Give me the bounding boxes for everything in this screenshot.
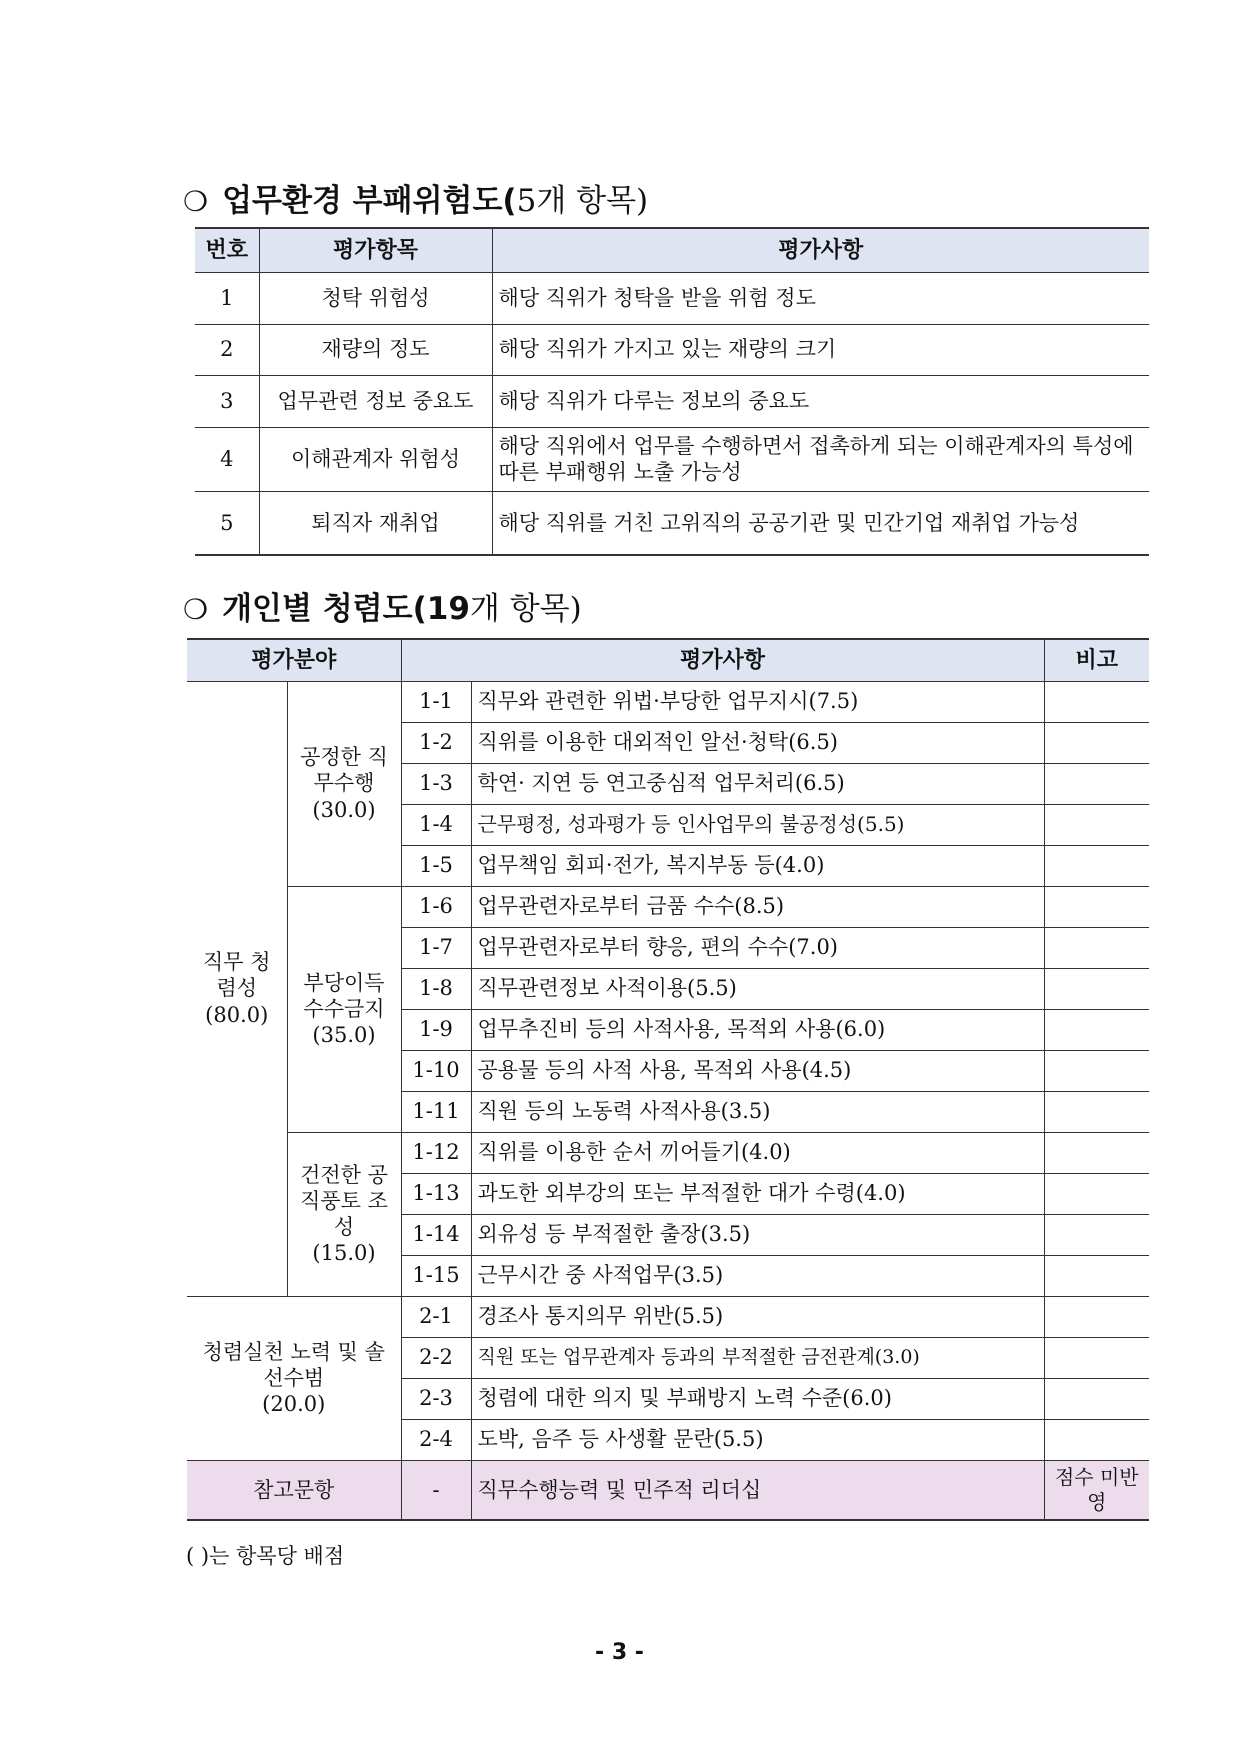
- item-text: 직원 등의 노동력 사적사용(3.5): [471, 1091, 1044, 1132]
- item-code: 1-6: [401, 886, 471, 927]
- reference-row: [187, 1460, 1149, 1520]
- item-remark: [1044, 763, 1149, 804]
- subcategory-name: 공정한 직무수행: [300, 745, 388, 796]
- row-desc: 해당 직위를 거친 고위직의 공공기관 및 민간기업 재취업 가능성: [492, 491, 1149, 555]
- header-field: 평가분야: [187, 639, 401, 681]
- item-code: 1-8: [401, 968, 471, 1009]
- item-remark: [1044, 1296, 1149, 1337]
- item-remark: [1044, 845, 1149, 886]
- item-text: 경조사 통지의무 위반(5.5): [471, 1296, 1044, 1337]
- item-remark: [1044, 927, 1149, 968]
- table-row: [187, 886, 1149, 927]
- item-remark: [1044, 1255, 1149, 1296]
- item-remark: [1044, 681, 1149, 722]
- category-name: 직무 청렴성: [202, 950, 271, 1001]
- section1-heading: [183, 175, 648, 220]
- item-code: 1-3: [401, 763, 471, 804]
- item-text: 업무추진비 등의 사적사용, 목적외 사용(6.0): [471, 1009, 1044, 1050]
- item-text: 학연· 지연 등 연고중심적 업무처리(6.5): [471, 763, 1044, 804]
- item-code: 2-2: [401, 1337, 471, 1378]
- reference-code: -: [401, 1460, 471, 1520]
- item-text: 근무평정, 성과평가 등 인사업무의 불공정성(5.5): [471, 804, 1044, 845]
- row-desc: 해당 직위가 청탁을 받을 위험 정도: [492, 272, 1149, 324]
- subcategory-sound-culture: [287, 1132, 401, 1296]
- row-number: 1: [195, 272, 259, 324]
- item-code: 1-7: [401, 927, 471, 968]
- section2-count-number: 19: [426, 591, 470, 627]
- section1-count: 5개 항목: [516, 183, 637, 219]
- category-name: 청렴실천 노력 및 솔선수범: [202, 1339, 385, 1390]
- item-remark: [1044, 1378, 1149, 1419]
- table-row: [195, 491, 1149, 555]
- row-item: 이해관계자 위험성: [259, 427, 492, 491]
- item-text: 직위를 이용한 대외적인 알선·청탁(6.5): [471, 722, 1044, 763]
- item-text: 업무책임 회피·전가, 복지부동 등(4.0): [471, 845, 1044, 886]
- item-remark: [1044, 1050, 1149, 1091]
- item-text: 직원 또는 업무관계자 등과의 부적절한 금전관계(3.0): [471, 1337, 1044, 1378]
- item-code: 2-4: [401, 1419, 471, 1460]
- item-remark: [1044, 1091, 1149, 1132]
- item-code: 1-15: [401, 1255, 471, 1296]
- row-item: 업무관련 정보 중요도: [259, 375, 492, 427]
- item-code: 1-12: [401, 1132, 471, 1173]
- item-remark: [1044, 968, 1149, 1009]
- item-text: 직무관련정보 사적이용(5.5): [471, 968, 1044, 1009]
- item-code: 1-11: [401, 1091, 471, 1132]
- subcategory-score: (30.0): [312, 797, 376, 822]
- subcategory-score: (15.0): [312, 1241, 376, 1266]
- subcategory-name: 건전한 공직풍토 조성: [300, 1162, 388, 1239]
- item-text: 과도한 외부강의 또는 부적절한 대가 수령(4.0): [471, 1173, 1044, 1214]
- header-remark: 비고: [1044, 639, 1149, 681]
- item-code: 1-9: [401, 1009, 471, 1050]
- item-code: 1-5: [401, 845, 471, 886]
- subcategory-fair-duty: [287, 681, 401, 886]
- item-code: 1-10: [401, 1050, 471, 1091]
- table-row: [187, 1132, 1149, 1173]
- item-remark: [1044, 722, 1149, 763]
- row-desc: 해당 직위가 다루는 정보의 중요도: [492, 375, 1149, 427]
- item-text: 공용물 등의 사적 사용, 목적외 사용(4.5): [471, 1050, 1044, 1091]
- item-remark: [1044, 1132, 1149, 1173]
- item-remark: [1044, 886, 1149, 927]
- personal-integrity-table: [187, 638, 1149, 1521]
- header-desc: 평가사항: [492, 228, 1149, 272]
- row-number: 2: [195, 324, 259, 375]
- reference-remark: 점수 미반영: [1044, 1460, 1149, 1520]
- reference-label: 참고문항: [187, 1460, 401, 1520]
- item-remark: [1044, 1173, 1149, 1214]
- table-row: [195, 427, 1149, 491]
- footnote: ( )는 항목당 배점: [186, 1544, 345, 1568]
- row-number: 3: [195, 375, 259, 427]
- category-score: (80.0): [205, 1002, 269, 1027]
- item-text: 업무관련자로부터 금품 수수(8.5): [471, 886, 1044, 927]
- table-row: [195, 375, 1149, 427]
- subcategory-no-undue-gain: [287, 886, 401, 1132]
- item-code: 1-1: [401, 681, 471, 722]
- table-row: [195, 272, 1149, 324]
- header-item: 평가항목: [259, 228, 492, 272]
- row-desc: 해당 직위가 가지고 있는 재량의 크기: [492, 324, 1149, 375]
- item-text: 직위를 이용한 순서 끼어들기(4.0): [471, 1132, 1044, 1173]
- section2-heading: [183, 583, 582, 628]
- table-row: [195, 324, 1149, 375]
- item-remark: [1044, 1009, 1149, 1050]
- category-job-integrity: [187, 681, 287, 1296]
- row-desc: 해당 직위에서 업무를 수행하면서 접촉하게 되는 이해관계자의 특성에 따른 부패행위 노출 가능성: [492, 427, 1149, 491]
- row-item: 재량의 정도: [259, 324, 492, 375]
- item-code: 1-4: [401, 804, 471, 845]
- section1-title: 업무환경 부패위험도(: [222, 183, 517, 219]
- section2-count-suffix: 개 항목: [469, 591, 570, 627]
- item-text: 청렴에 대한 의지 및 부패방지 노력 수준(6.0): [471, 1378, 1044, 1419]
- category-score: (20.0): [262, 1392, 326, 1417]
- subcategory-score: (35.0): [312, 1023, 376, 1048]
- item-code: 1-14: [401, 1214, 471, 1255]
- subcategory-name: 부당이득 수수금지: [303, 970, 385, 1021]
- item-remark: [1044, 1419, 1149, 1460]
- header-no: 번호: [195, 228, 259, 272]
- section1-close: ): [636, 183, 649, 219]
- row-number: 4: [195, 427, 259, 491]
- item-remark: [1044, 1214, 1149, 1255]
- item-code: 1-2: [401, 722, 471, 763]
- item-text: 업무관련자로부터 향응, 편의 수수(7.0): [471, 927, 1044, 968]
- item-remark: [1044, 804, 1149, 845]
- reference-text: 직무수행능력 및 민주적 리더십: [471, 1460, 1044, 1520]
- section2-close: ): [569, 591, 582, 627]
- row-item: 청탁 위험성: [259, 272, 492, 324]
- table-row: [187, 681, 1149, 722]
- item-text: 근무시간 중 사적업무(3.5): [471, 1255, 1044, 1296]
- circle-bullet-icon: ❍: [183, 593, 209, 626]
- table-row: [187, 1296, 1149, 1337]
- row-number: 5: [195, 491, 259, 555]
- header-desc: 평가사항: [401, 639, 1044, 681]
- row-item: 퇴직자 재취업: [259, 491, 492, 555]
- item-remark: [1044, 1337, 1149, 1378]
- item-text: 직무와 관련한 위법·부당한 업무지시(7.5): [471, 681, 1044, 722]
- item-text: 외유성 등 부적절한 출장(3.5): [471, 1214, 1044, 1255]
- item-code: 1-13: [401, 1173, 471, 1214]
- business-environment-risk-table: [195, 227, 1149, 556]
- category-integrity-effort: [187, 1296, 401, 1460]
- section2-title: 개인별 청렴도(: [222, 591, 427, 627]
- item-code: 2-1: [401, 1296, 471, 1337]
- page-number: - 3 -: [595, 1640, 644, 1665]
- circle-bullet-icon: ❍: [183, 185, 209, 218]
- item-code: 2-3: [401, 1378, 471, 1419]
- item-text: 도박, 음주 등 사생활 문란(5.5): [471, 1419, 1044, 1460]
